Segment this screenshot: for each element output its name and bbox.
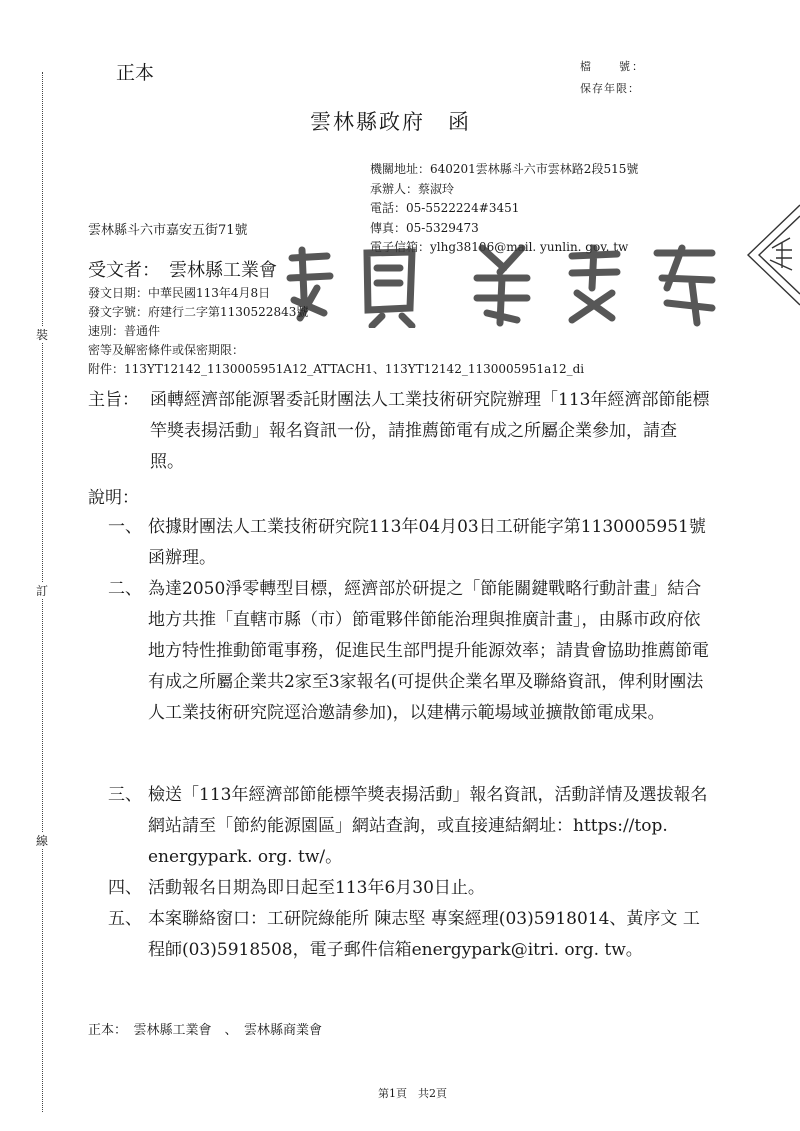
item-text: 依據財團法人工業技術研究院113年04月03日工研能字第1130005951號函辦理。 xyxy=(148,517,706,568)
carbon-copy-list: 正本： 雲林縣工業會 、 雲林縣商業會 xyxy=(88,1023,323,1038)
item-text: 檢送「113年經濟部節能標竿獎表揚活動」報名資訊，活動詳情及選拔報名網站請至「節約能源園區」網站查詢，或直接連結網址：https://top. energypark. org. tw/。 xyxy=(148,785,708,867)
item-number: 三、 xyxy=(108,785,142,805)
recipient: 受文者： 雲林縣工業會 xyxy=(88,260,277,281)
org-fax: 傳真：05-5329473 xyxy=(370,220,479,235)
item-text: 本案聯絡窗口：工研院綠能所 陳志堅 專案經理(03)5918014、黃序文 工程師(03)5918508，電子郵件信箱energypark@itri. org. tw。 xyxy=(148,909,700,960)
org-contact-person: 承辦人：蔡淑玲 xyxy=(370,181,455,196)
corner-stamp xyxy=(742,200,800,310)
binding-char-bottom: 線 xyxy=(35,834,48,848)
subject-text: 函轉經濟部能源署委託財團法人工業技術研究院辦理「113年經濟部節能標竿獎表揚活動」報名資訊一份，請推薦節電有成之所屬企業參加，請查照。 xyxy=(150,390,710,472)
copy-label: 正本 xyxy=(116,62,155,84)
item-number: 五、 xyxy=(108,909,142,929)
meta-security: 密等及解密條件或保密期限： xyxy=(88,343,245,357)
retention-label: 保存年限： xyxy=(580,82,640,95)
file-number-label: 檔 號： xyxy=(580,60,645,73)
org-email: 電子信箱：ylhg38106@mail. yunlin. gov. tw xyxy=(370,240,629,254)
item-number: 一、 xyxy=(108,517,142,537)
meta-attachment: 附件：113YT12142_1130005951A12_ATTACH1、113YT12142_1130005951a12_di xyxy=(88,362,585,376)
meta-date: 發文日期：中華民國113年4月8日 xyxy=(88,286,271,300)
org-address: 機關地址：640201雲林縣斗六市雲林路2段515號 xyxy=(370,162,639,176)
subject-label: 主旨： xyxy=(88,390,139,410)
item-text: 活動報名日期為即日起至113年6月30日止。 xyxy=(148,878,485,898)
document-title: 雲林縣政府 函 xyxy=(310,110,471,134)
description-label: 說明： xyxy=(88,488,139,508)
item-number: 四、 xyxy=(108,878,142,898)
meta-doc-number: 發文字號：府建行二字第1130522843號 xyxy=(88,305,309,319)
org-phone: 電話：05-5522224#3451 xyxy=(370,201,520,215)
item-text: 為達2050淨零轉型目標，經濟部於研提之「節能關鍵戰略行動計畫」結合地方共推「直轄市縣（市）節電夥伴節能治理與推廣計畫」，由縣市政府依地方特性推動節電事務，促進民生部門提升能源效率；請貴會協助推薦節電有成之所屬企業共2家至3家報名(可提供企業名單及聯絡資訊，俾利財團法人工業技術研究院逕洽邀請參加)，以建構示範場域並擴散節電成果。 xyxy=(148,579,709,723)
binding-char-middle: 訂 xyxy=(35,584,48,598)
document-meta xyxy=(88,284,584,379)
recipient-address: 雲林縣斗六市嘉安五街71號 xyxy=(88,223,248,238)
meta-speed: 速別：普通件 xyxy=(88,324,161,338)
binding-char-top: 裝 xyxy=(35,328,48,342)
item-number: 二、 xyxy=(108,579,142,599)
page-number: 第1頁 共2頁 xyxy=(378,1087,447,1100)
